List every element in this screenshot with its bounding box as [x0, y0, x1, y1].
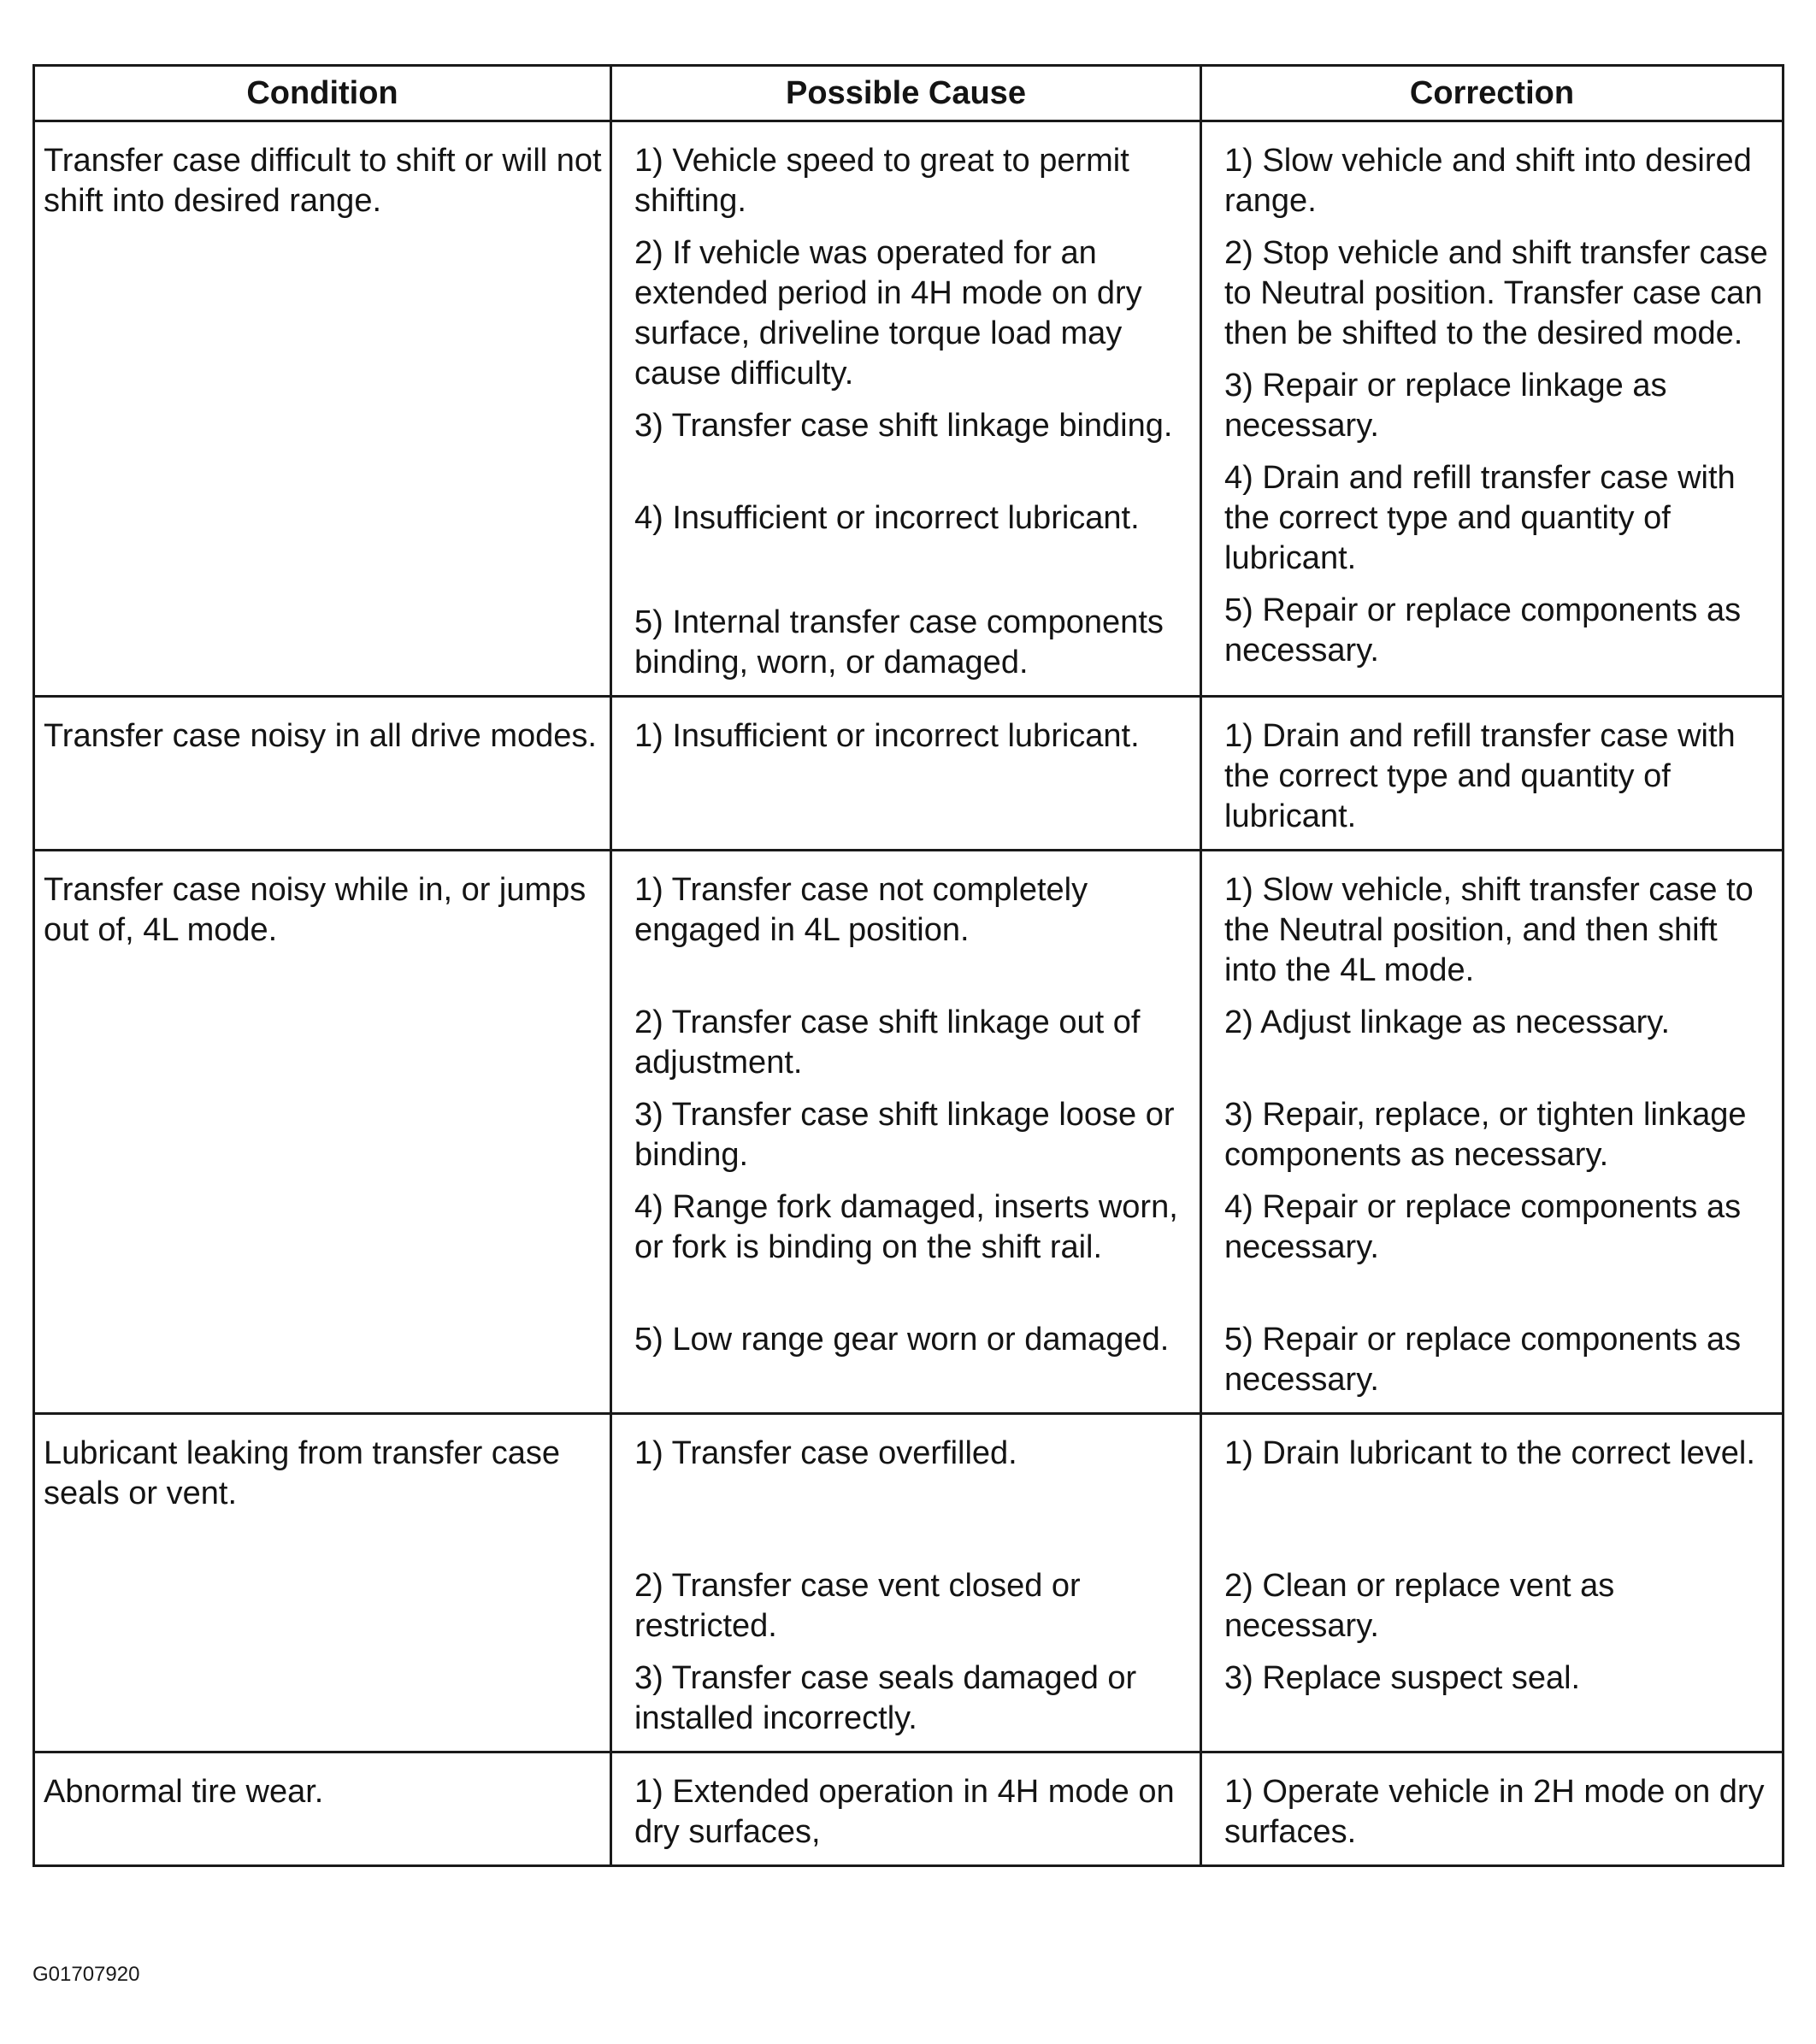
- correction-entry: 5) Repair or replace components as necessary.: [1224, 1322, 1742, 1398]
- condition-text: Transfer case difficult to shift or will not shift into desired range.: [44, 143, 602, 219]
- correction-entry: 5) Repair or replace components as necessary.: [1224, 592, 1742, 669]
- condition-cell: [34, 851, 611, 1414]
- cause-entry: 4) Insufficient or incorrect lubricant.: [634, 500, 1140, 536]
- cause-entry: 1) Insufficient or incorrect lubricant.: [634, 718, 1140, 754]
- correction-entry: 1) Drain and refill transfer case with the correct type and quantity of lubricant.: [1224, 718, 1736, 834]
- table-row: [34, 1752, 1784, 1866]
- condition-cell: [34, 697, 611, 851]
- condition-text: Abnormal tire wear.: [44, 1774, 324, 1810]
- correction-entry: 4) Repair or replace components as necessary.: [1224, 1189, 1742, 1265]
- figure-id: G01707920: [32, 1963, 140, 1986]
- cause-entry: 2) If vehicle was operated for an extended period in 4H mode on dry surface, driveline torque load may cause difficulty.: [634, 235, 1142, 392]
- correction-entry: 1) Operate vehicle in 2H mode on dry surfaces.: [1224, 1774, 1765, 1850]
- cause-entry: 3) Transfer case seals damaged or installed incorrectly.: [634, 1660, 1137, 1736]
- diagnosis-table: [32, 64, 1784, 1867]
- cause-entry: 1) Vehicle speed to great to permit shifting.: [634, 143, 1129, 219]
- cause-entry: 2) Transfer case shift linkage out of adjustment.: [634, 1004, 1141, 1081]
- correction-entry: 3) Replace suspect seal.: [1224, 1660, 1581, 1696]
- cause-entry: 3) Transfer case shift linkage binding.: [634, 408, 1173, 444]
- cause-cell: [611, 121, 1201, 697]
- header-row: [34, 66, 1784, 121]
- correction-entry: 1) Drain lubricant to the correct level.: [1224, 1435, 1755, 1471]
- header-condition: Condition: [34, 66, 611, 121]
- cause-entry: 5) Internal transfer case components binding, worn, or damaged.: [634, 604, 1164, 680]
- cause-entry: 3) Transfer case shift linkage loose or binding.: [634, 1097, 1175, 1173]
- correction-cell: [1201, 851, 1784, 1414]
- correction-entry: 3) Repair or replace linkage as necessary.: [1224, 368, 1667, 444]
- condition-text: Transfer case noisy in all drive modes.: [44, 718, 597, 754]
- cause-entry: 4) Range fork damaged, inserts worn, or fork is binding on the shift rail.: [634, 1189, 1178, 1265]
- table-row: [34, 1414, 1784, 1752]
- correction-cell: [1201, 121, 1784, 697]
- cause-entry: 1) Extended operation in 4H mode on dry surfaces,: [634, 1774, 1175, 1850]
- correction-entry: 1) Slow vehicle and shift into desired range.: [1224, 143, 1752, 219]
- cause-cell: [611, 1752, 1201, 1866]
- header-correction: Correction: [1201, 66, 1784, 121]
- correction-entry: 2) Clean or replace vent as necessary.: [1224, 1568, 1615, 1644]
- cause-entry: 1) Transfer case overfilled.: [634, 1435, 1017, 1471]
- table-row: [34, 697, 1784, 851]
- correction-entry: 2) Stop vehicle and shift transfer case to Neutral position. Transfer case can then be shifted to the desired mode.: [1224, 235, 1768, 351]
- cause-entry: 2) Transfer case vent closed or restricted.: [634, 1568, 1081, 1644]
- cause-entry: 1) Transfer case not completely engaged in 4L position.: [634, 872, 1088, 948]
- correction-cell: [1201, 697, 1784, 851]
- condition-cell: [34, 1752, 611, 1866]
- correction-entry: 1) Slow vehicle, shift transfer case to the Neutral position, and then shift into the 4L mode.: [1224, 872, 1754, 988]
- header-possible-cause: Possible Cause: [611, 66, 1201, 121]
- correction-entry: 4) Drain and refill transfer case with the correct type and quantity of lubricant.: [1224, 460, 1736, 576]
- cause-cell: [611, 697, 1201, 851]
- correction-cell: [1201, 1414, 1784, 1752]
- correction-entry: 2) Adjust linkage as necessary.: [1224, 1004, 1671, 1040]
- condition-text: Transfer case noisy while in, or jumps out of, 4L mode.: [44, 872, 587, 948]
- table-row: [34, 851, 1784, 1414]
- table-row: [34, 121, 1784, 697]
- condition-cell: [34, 121, 611, 697]
- condition-text: Lubricant leaking from transfer case seals or vent.: [44, 1435, 561, 1511]
- condition-cell: [34, 1414, 611, 1752]
- cause-cell: [611, 851, 1201, 1414]
- correction-entry: 3) Repair, replace, or tighten linkage components as necessary.: [1224, 1097, 1747, 1173]
- cause-entry: 5) Low range gear worn or damaged.: [634, 1322, 1170, 1358]
- cause-cell: [611, 1414, 1201, 1752]
- correction-cell: [1201, 1752, 1784, 1866]
